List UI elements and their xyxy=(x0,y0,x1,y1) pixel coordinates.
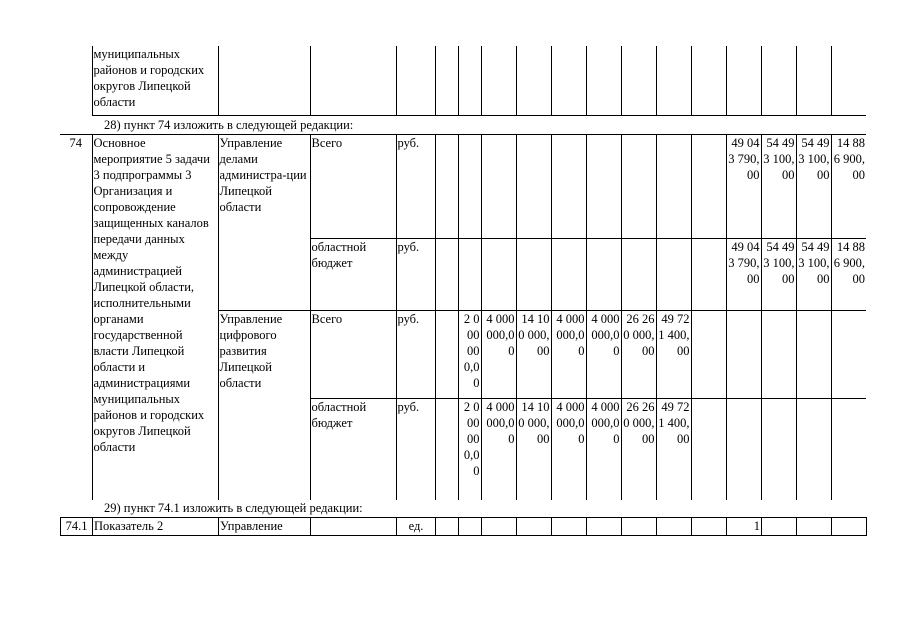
value-cell: 14 886 900,00 xyxy=(831,239,866,311)
value-cell: 14 100 000,00 xyxy=(516,311,551,399)
fragment-name-cell: муниципальных районов и городских округов Липецкой области xyxy=(92,46,218,115)
value-cell: 4 000 000,00 xyxy=(586,399,621,500)
funding-source-cell: областной бюджет xyxy=(310,399,396,500)
unit-cell: руб. xyxy=(396,239,435,311)
value-cell: 49 721 400,00 xyxy=(656,399,691,500)
value-cell: 2 000 000,00 xyxy=(458,311,481,399)
value-cell: 4 000 000,00 xyxy=(481,399,516,500)
funding-source-cell: областной бюджет xyxy=(310,239,396,311)
executor-cell: Управление xyxy=(219,518,311,536)
value-cell: 49 721 400,00 xyxy=(656,311,691,399)
table-row-74 xyxy=(60,134,866,500)
unit-cell: руб. xyxy=(396,311,435,399)
indicator-name: Показатель 2 xyxy=(93,518,219,536)
value-cell: 2 000 000,00 xyxy=(458,399,481,500)
value-cell: 4 000 000,00 xyxy=(481,311,516,399)
activity-name: Основное мероприятие 5 задачи 3 подпрограммы 3 Организация и сопровождение защищенных каналов передачи данных между администрацией Липецкой области, исполнительными органами государственной власти Липецкой области и администрациями муниципальных районов и городских округов Липецкой области xyxy=(92,135,218,500)
value-cell: 54 493 100,00 xyxy=(796,239,831,311)
amendment-29-text: 29) пункт 74.1 изложить в следующей редакции: xyxy=(104,501,363,515)
value-cell: 14 886 900,00 xyxy=(831,135,866,239)
executor-cell: Управление цифрового развития Липецкой области xyxy=(218,311,310,500)
funding-source-cell: Всего xyxy=(310,311,396,399)
value-cell: 54 493 100,00 xyxy=(761,135,796,239)
executor-cell: Управление делами администра-ции Липецкой области xyxy=(218,135,310,311)
unit-cell: руб. xyxy=(396,399,435,500)
value-cell: 4 000 000,00 xyxy=(586,311,621,399)
unit-cell: руб. xyxy=(396,135,435,239)
amendment-28-text: 28) пункт 74 изложить в следующей редакции: xyxy=(104,118,354,132)
table-row-74-1 xyxy=(60,517,867,536)
value-cell: 49 043 790,00 xyxy=(726,239,761,311)
table-fragment-top xyxy=(60,46,866,116)
row-number: 74 xyxy=(60,135,92,500)
unit-cell: ед. xyxy=(397,518,436,536)
value-cell: 1 xyxy=(727,518,762,536)
value-cell: 14 100 000,00 xyxy=(516,399,551,500)
row-number: 74.1 xyxy=(61,518,93,536)
value-cell: 4 000 000,00 xyxy=(551,311,586,399)
value-cell: 26 260 000,00 xyxy=(621,399,656,500)
value-cell: 54 493 100,00 xyxy=(761,239,796,311)
value-cell: 49 043 790,00 xyxy=(726,135,761,239)
value-cell: 26 260 000,00 xyxy=(621,311,656,399)
funding-source-cell: Всего xyxy=(310,135,396,239)
value-cell: 4 000 000,00 xyxy=(551,399,586,500)
value-cell: 54 493 100,00 xyxy=(796,135,831,239)
